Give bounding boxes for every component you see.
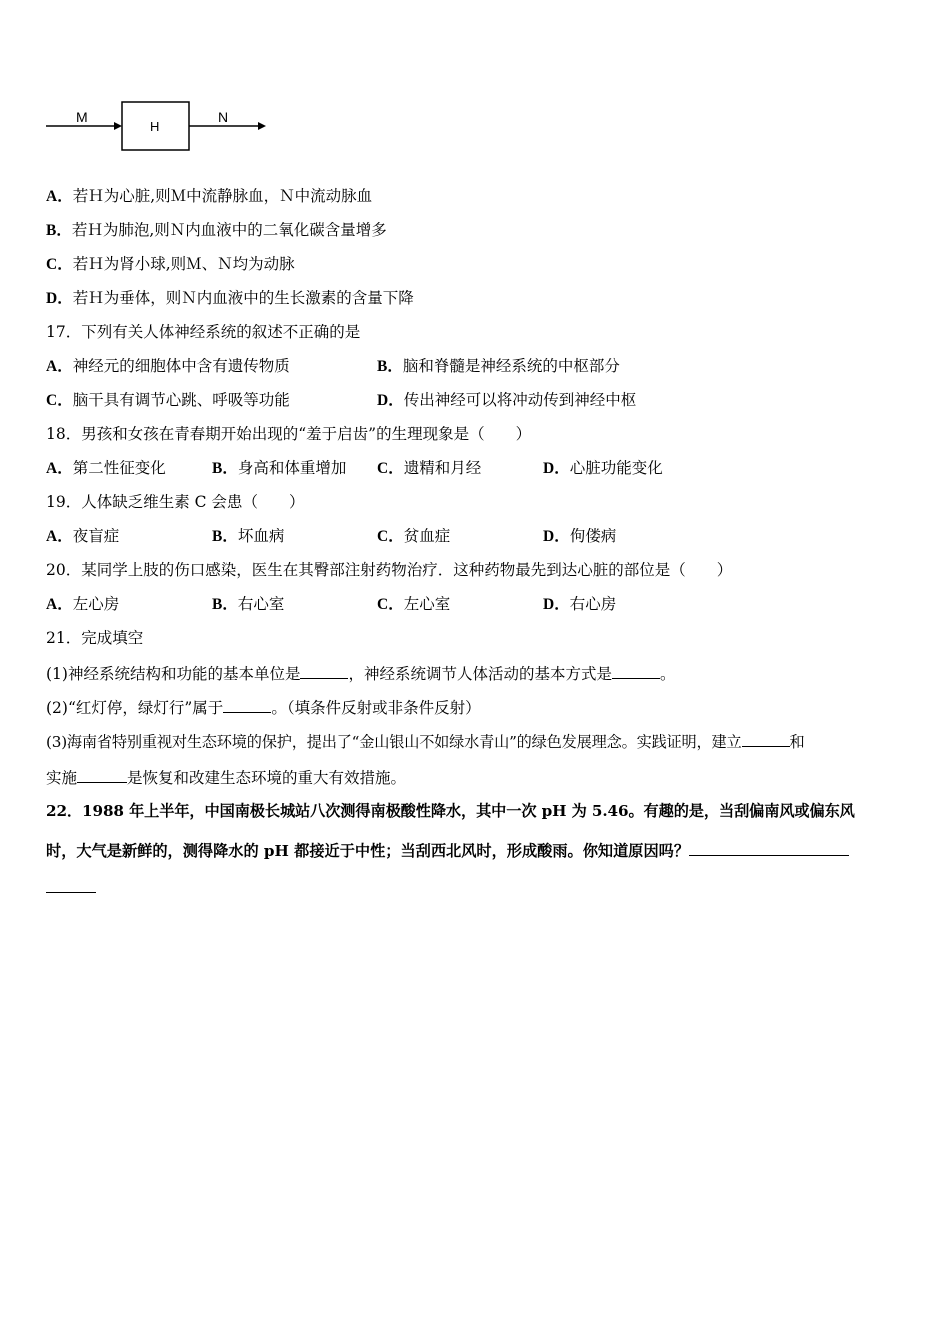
q20-stem: 20．某同学上肢的伤口感染，医生在其臀部注射药物治疗．这种药物最先到达心脏的部位是（ ） <box>46 561 733 579</box>
q16-option-d: D．若Ｈ为垂体，则Ｎ内血液中的生长激素的含量下降 <box>46 289 414 307</box>
q16-option-a: A．若Ｈ为心脏,则Ｍ中流静脉血，Ｎ中流动脉血 <box>46 187 373 205</box>
q20-option-b: B．右心室 <box>212 595 285 613</box>
q21-part-1: (1)神经系统结构和功能的基本单位是 ，神经系统调节人体活动的基本方式是 。 <box>46 662 676 684</box>
q18-option-a: A．第二性征变化 <box>46 459 166 477</box>
q17-option-d: D．传出神经可以将冲动传到神经中枢 <box>377 391 637 409</box>
answer-blank[interactable] <box>300 662 348 679</box>
answer-blank[interactable] <box>223 696 271 713</box>
q22-line3 <box>46 876 96 898</box>
q18-option-b: B．身高和体重增加 <box>212 459 347 477</box>
label-h: H <box>150 119 160 134</box>
q18-option-c: C．遗精和月经 <box>377 459 482 477</box>
q20-option-a: A．左心房 <box>46 595 120 613</box>
q19-option-a: A．夜盲症 <box>46 527 120 545</box>
q20-option-c: C．左心室 <box>377 595 451 613</box>
answer-blank[interactable] <box>689 839 849 856</box>
q18-option-d: D．心脏功能变化 <box>543 459 663 477</box>
q17-option-a: A．神经元的细胞体中含有遗传物质 <box>46 357 290 375</box>
q17-option-b: B．脑和脊髓是神经系统的中枢部分 <box>377 357 620 375</box>
output-arrowhead <box>258 122 266 130</box>
q22-line2: 时，大气是新鲜的，测得降水的 pH 都接近于中性；当刮西北风时，形成酸雨。你知道原因吗？ <box>46 839 849 861</box>
flow-diagram <box>44 98 274 158</box>
q19-stem: 19．人体缺乏维生素 C 会患（ ） <box>46 493 305 511</box>
q19-option-d: D．佝偻病 <box>543 527 617 545</box>
label-n: N <box>218 109 229 125</box>
answer-blank[interactable] <box>46 876 96 893</box>
q19-option-b: B．坏血病 <box>212 527 285 545</box>
q22-line1: 22．1988 年上半年，中国南极长城站八次测得南极酸性降水，其中一次 pH 为 5.46。有趣的是，当刮偏南风或偏东风 <box>46 802 855 820</box>
input-arrowhead <box>114 122 122 130</box>
label-m: M <box>76 109 88 125</box>
answer-blank[interactable] <box>77 766 127 783</box>
q17-stem: 17．下列有关人体神经系统的叙述不正确的是 <box>46 323 361 341</box>
q21-part-2: (2)“红灯停，绿灯行”属于 。（填条件反射或非条件反射） <box>46 696 481 718</box>
q21-part-3-line2: 实施 是恢复和改建生态环境的重大有效措施。 <box>46 766 406 788</box>
q21-stem: 21．完成填空 <box>46 629 144 647</box>
q19-option-c: C．贫血症 <box>377 527 451 545</box>
q20-option-d: D．右心房 <box>543 595 617 613</box>
q16-option-c: C．若Ｈ为肾小球,则Ｍ、Ｎ均为动脉 <box>46 255 295 273</box>
q16-option-b: B．若Ｈ为肺泡,则Ｎ内血液中的二氧化碳含量增多 <box>46 221 387 239</box>
q18-stem: 18．男孩和女孩在青春期开始出现的“羞于启齿”的生理现象是（ ） <box>46 425 532 443</box>
q17-option-c: C．脑干具有调节心跳、呼吸等功能 <box>46 391 290 409</box>
answer-blank[interactable] <box>612 662 660 679</box>
answer-blank[interactable] <box>742 730 790 747</box>
q21-part-3-line1: (3)海南省特别重视对生态环境的保护，提出了“金山银山不如绿水青山”的绿色发展理念。实践证明，建立 和 <box>46 730 906 752</box>
